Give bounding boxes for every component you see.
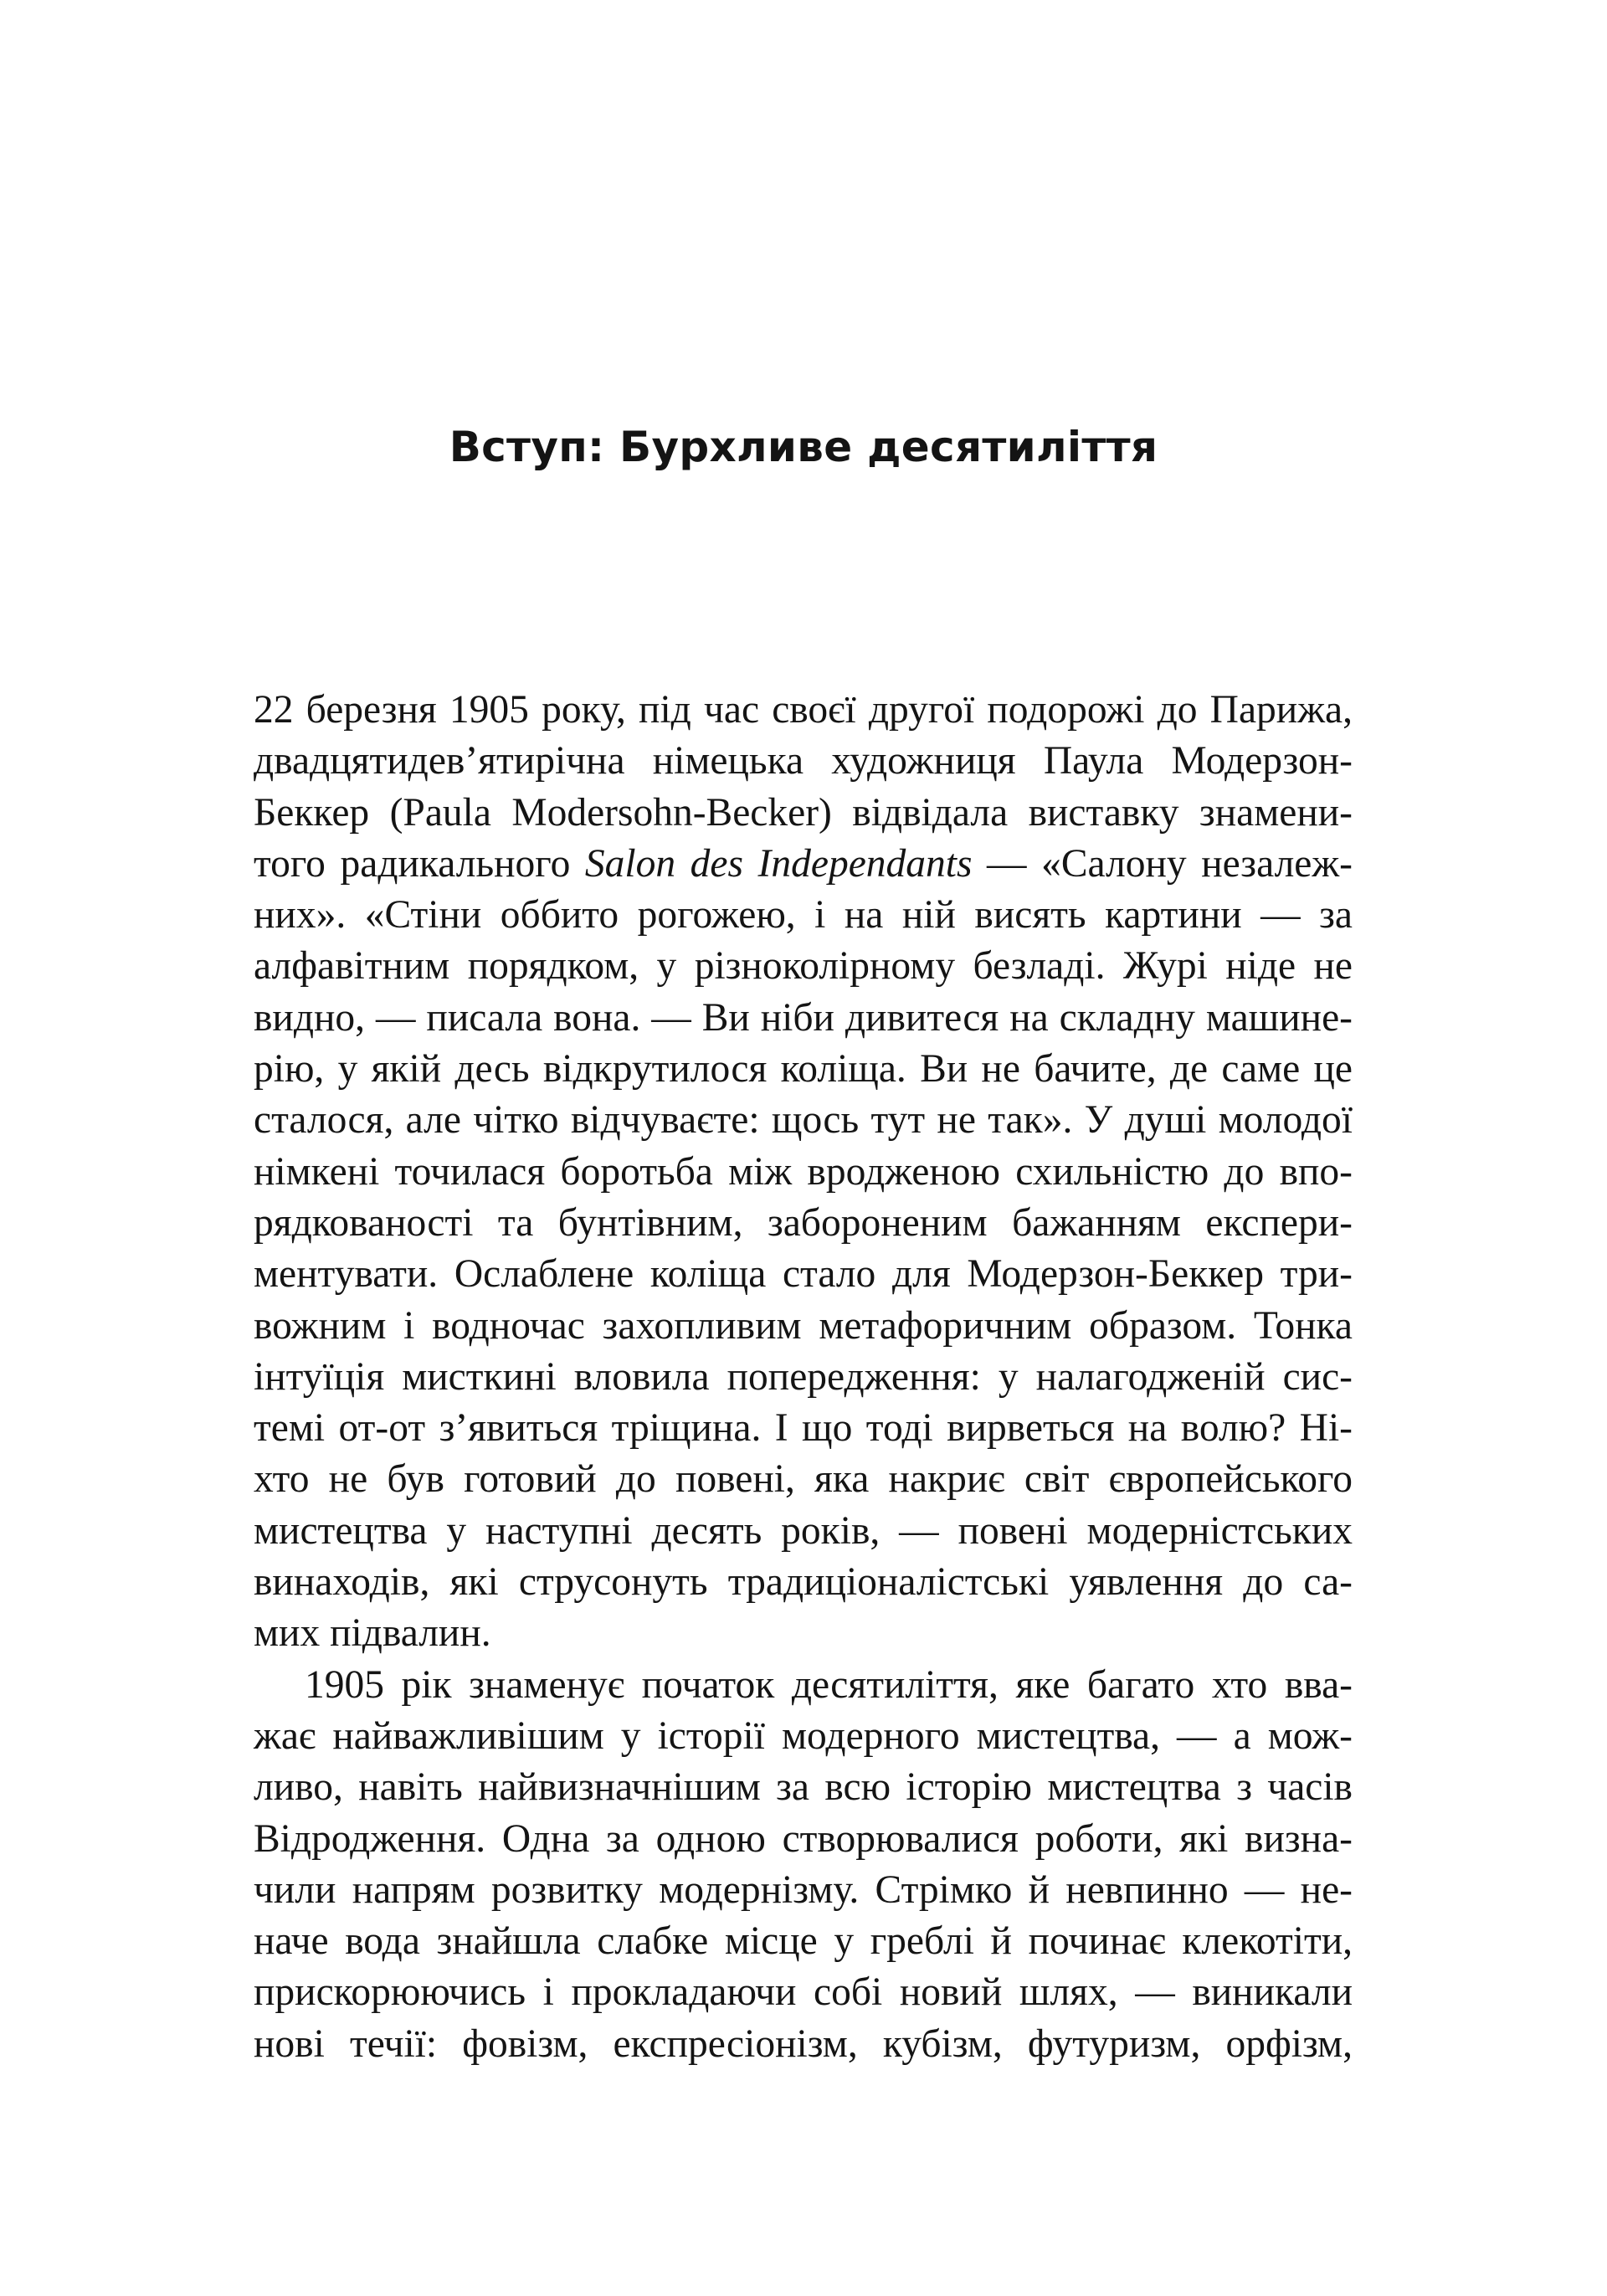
text-line: інтуїція мисткині вловила попередження: у налагодженій сис- <box>254 1354 1353 1399</box>
text-span: — «Салону незалеж- <box>972 841 1353 886</box>
text-line: темі от-от з’явиться тріщина. І що тоді вирветься на волю? Ні- <box>254 1406 1353 1451</box>
text-line: рядкованості та бунтівним, забороненим бажанням експери- <box>254 1200 1353 1245</box>
text-line: жає найважливішим у історії модерного мистецтва, — а мож- <box>254 1713 1353 1758</box>
text-line: алфавітним порядком, у різноколірному безладі. Журі ніде не <box>254 944 1353 989</box>
text-line: сталося, але чітко відчуваєте: щось тут не так». У душі молодої <box>254 1098 1353 1143</box>
text-line: рію, у якій десь відкрутилося коліща. Ви не бачите, де саме це <box>254 1047 1353 1091</box>
text-line: ментувати. Ослаблене коліща стало для Модерзон-Беккер три- <box>254 1252 1353 1297</box>
text-line <box>254 839 1353 890</box>
text-line: Відродження. Одна за одною створювалися роботи, які визна- <box>254 1816 1353 1861</box>
text-line: хто не був готовий до повені, яка накриє світ європейського <box>254 1457 1353 1502</box>
chapter-title: Вступ: Бурхливе десятиліття <box>449 423 1158 471</box>
text-span: того радикального <box>254 841 585 886</box>
text-line: видно, — писала вона. — Ви ніби дивитеся на складну машине- <box>254 995 1353 1040</box>
text-line: двадцятидев’ятирічна німецька художниця Паула Модерзон- <box>254 739 1353 783</box>
paragraph-2 <box>254 1660 1353 2070</box>
body-text <box>254 685 1353 2070</box>
text-line: наче вода знайшла слабке місце у греблі й починає клекотіти, <box>254 1919 1353 1964</box>
text-line: прискорюючись і прокладаючи собі новий шлях, — виникали <box>254 1970 1353 2015</box>
text-line: них». «Стіни оббито рогожею, і на ній висять картини — за <box>254 893 1353 937</box>
text-line: нові течії: фовізм, експресіонізм, кубізм, футуризм, орфізм, <box>254 2021 1353 2066</box>
text-line: 1905 рік знаменує початок десятиліття, яке багато хто вва- <box>305 1662 1353 1707</box>
salon-title-italic: Salon des Independants <box>584 841 973 886</box>
text-line: Беккер (Paula Modersohn-Becker) відвідала виставку знамени- <box>254 790 1353 835</box>
text-line: чили напрям розвитку модернізму. Стрімко й невпинно — не- <box>254 1867 1353 1912</box>
text-line: вожним і водночас захопливим метафоричним образом. Тонка <box>254 1303 1353 1348</box>
text-line: мих підвалин. <box>254 1611 491 1656</box>
text-line: мистецтва у наступні десять років, — повені модерністських <box>254 1508 1353 1553</box>
text-line: 22 березня 1905 року, під час своєї другої подорожі до Парижа, <box>254 688 1353 732</box>
paragraph-1 <box>254 685 1353 1660</box>
text-line: німкені точилася боротьба між вродженою схильністю до впо- <box>254 1149 1353 1194</box>
text-line: ливо, навіть найвизначнішим за всю історію мистецтва з часів <box>254 1765 1353 1810</box>
text-line: винаходів, які струсонуть традиціоналістські уявлення до са- <box>254 1560 1353 1605</box>
